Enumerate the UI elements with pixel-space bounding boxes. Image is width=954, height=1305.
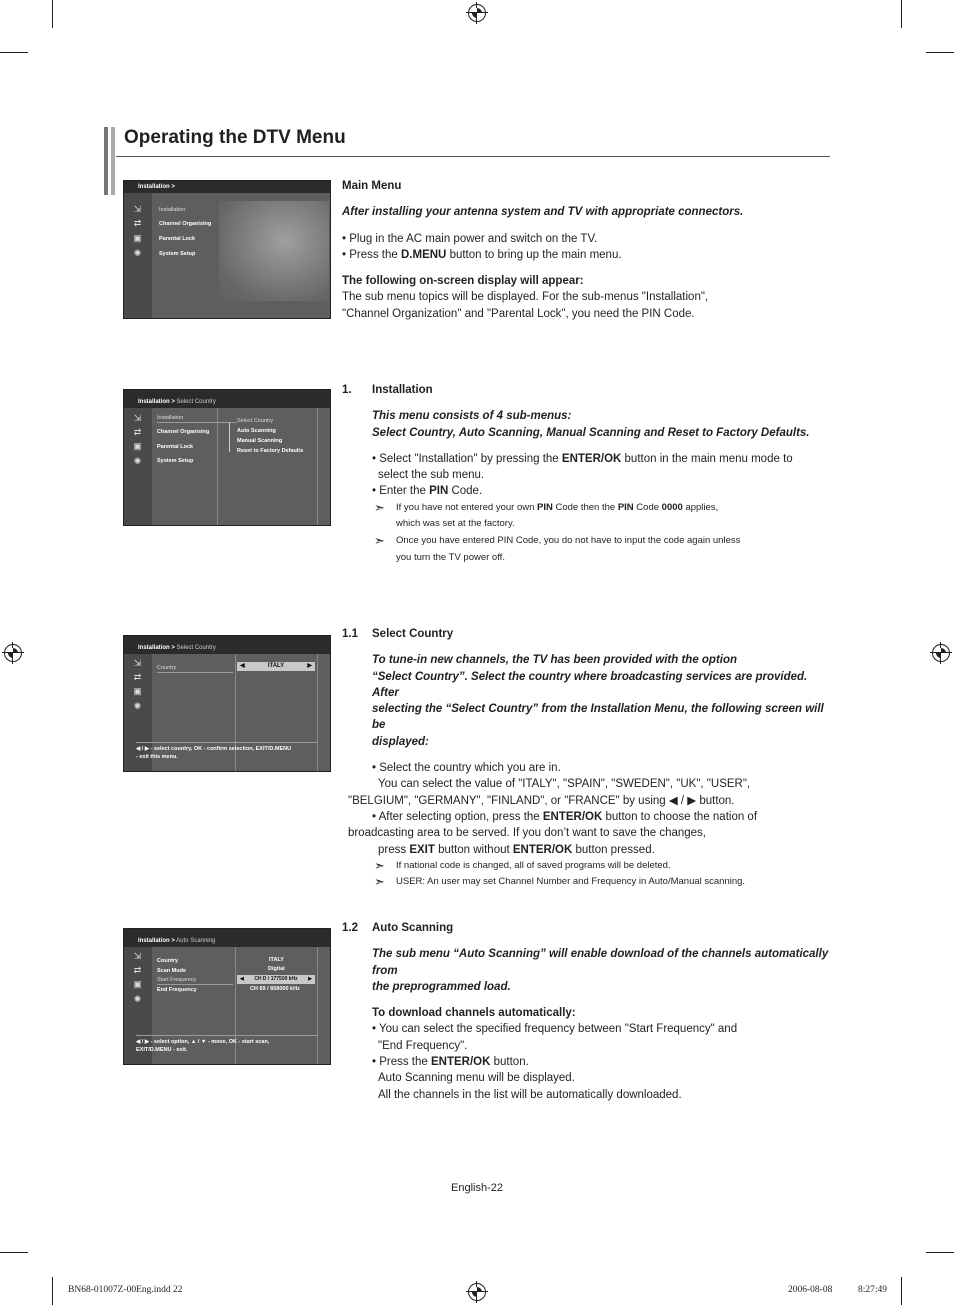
note-arrow-icon: ➣ bbox=[374, 533, 385, 549]
osd-menu-item: Parental Lock bbox=[157, 444, 194, 450]
setup-icon: ✺ bbox=[133, 248, 142, 258]
bullet-item: • Press the D.MENU button to bring up the main menu. bbox=[342, 248, 622, 261]
main-menu-section bbox=[342, 178, 832, 322]
osd-submenu-item: Auto Scanning bbox=[237, 428, 276, 434]
osd-menu-item: Installation bbox=[159, 207, 186, 213]
osd-header: Installation > Select Country bbox=[124, 636, 330, 654]
note-continuation: you turn the TV power off. bbox=[396, 551, 505, 563]
channel-icon: ⇄ bbox=[133, 218, 142, 228]
note-arrow-icon: ➣ bbox=[374, 857, 385, 873]
setup-icon: ✺ bbox=[133, 994, 142, 1004]
installation-icon: ⇲ bbox=[133, 658, 142, 668]
section-intro: The sub menu “Auto Scanning” will enable download of the channels automatically from bbox=[372, 948, 829, 977]
installation-icon: ⇲ bbox=[133, 204, 142, 214]
bullet-continuation: broadcasting area to be served. If you don’t want to save the changes, bbox=[348, 827, 707, 840]
slug-time: 8:27:49 bbox=[858, 1285, 888, 1295]
osd-menu-item: Installation bbox=[157, 415, 184, 421]
osd-menu-item: System Setup bbox=[157, 458, 194, 464]
section-intro: This menu consists of 4 sub-menus: bbox=[372, 410, 572, 423]
note-item: ➣ Once you have entered PIN Code, you do not have to input the code again unless bbox=[374, 533, 741, 549]
lock-icon: ▣ bbox=[133, 441, 142, 451]
bullet-continuation: All the channels in the list will be automatically downloaded. bbox=[378, 1088, 682, 1101]
channel-icon: ⇄ bbox=[133, 672, 142, 682]
osd-selection-line bbox=[157, 672, 233, 673]
registration-mark-icon bbox=[4, 644, 22, 662]
crop-mark bbox=[52, 0, 53, 28]
title-bar-decoration bbox=[104, 127, 108, 195]
note-item: ➣ If national code is changed, all of saved programs will be deleted. bbox=[374, 857, 671, 873]
installation-icon: ⇲ bbox=[133, 951, 142, 961]
paragraph: "Channel Organization" and "Parental Lock", you need the PIN Code. bbox=[342, 307, 695, 320]
setup-icon: ✺ bbox=[133, 701, 142, 711]
osd-header: Installation > Select Country bbox=[124, 390, 330, 408]
installation-icon: ⇲ bbox=[133, 413, 142, 423]
osd-selection-line bbox=[157, 984, 233, 985]
bullet-continuation: "BELGIUM", "GERMANY", "FINLAND", or "FRANCE" by using ◀ / ▶ button. bbox=[348, 794, 735, 807]
auto-scanning-section bbox=[372, 920, 832, 1103]
crop-mark bbox=[926, 52, 954, 53]
right-arrow-icon: ▶ bbox=[307, 663, 312, 669]
section-intro: “Select Country”. Select the country where broadcasting services are provided. After bbox=[372, 670, 808, 699]
crop-mark bbox=[0, 52, 28, 53]
osd-field-value: Digital bbox=[268, 966, 285, 972]
crop-mark bbox=[901, 0, 902, 28]
bullet-continuation: Auto Scanning menu will be displayed. bbox=[378, 1072, 575, 1085]
osd-field-value: ITALY bbox=[269, 957, 284, 963]
bullet-continuation: press EXIT button without ENTER/OK button pressed. bbox=[378, 843, 655, 856]
crop-mark bbox=[926, 1252, 954, 1253]
osd-field-label: Country bbox=[157, 958, 179, 964]
note-arrow-icon: ➣ bbox=[374, 499, 385, 515]
osd-country-selector bbox=[237, 662, 315, 671]
osd-divider bbox=[217, 408, 218, 525]
registration-mark-icon bbox=[468, 1283, 486, 1301]
section-number: 1.2 bbox=[342, 922, 358, 934]
crop-mark bbox=[52, 1277, 53, 1305]
osd-sidebar bbox=[124, 408, 152, 525]
section-heading: Select Country bbox=[372, 628, 454, 640]
section-number: 1.1 bbox=[342, 628, 358, 640]
osd-field-label: Scan Mode bbox=[157, 968, 187, 974]
right-arrow-icon: ▶ bbox=[308, 976, 312, 982]
left-arrow-icon: ◀ bbox=[240, 976, 244, 982]
osd-help-text: ◀ / ▶ - select option, ▲ / ▼ - move, OK - start scan, EXIT/D.MENU - exit. bbox=[136, 1039, 270, 1053]
bullet-item: • Press the ENTER/OK button. bbox=[372, 1056, 529, 1069]
osd-selection-line bbox=[157, 422, 237, 423]
osd-menu-item: System Setup bbox=[159, 251, 196, 257]
bullet-continuation: You can select the value of "ITALY", "SPAIN", "SWEDEN", "UK", "USER", bbox=[378, 778, 751, 791]
osd-installation-screenshot bbox=[123, 389, 331, 526]
osd-menu-item: Channel Organising bbox=[159, 221, 212, 227]
osd-menu-item: Parental Lock bbox=[159, 236, 196, 242]
section-heading: Main Menu bbox=[342, 180, 402, 192]
osd-footer-line bbox=[136, 1035, 318, 1036]
section-intro: selecting the “Select Country” from the Installation Menu, the following screen will be bbox=[372, 703, 824, 732]
subheading: The following on-screen display will appear: bbox=[342, 275, 584, 288]
slug-date: 2006-08-08 bbox=[788, 1285, 833, 1295]
registration-mark-icon bbox=[932, 644, 950, 662]
note-item: ➣ USER: An user may set Channel Number and Frequency in Auto/Manual scanning. bbox=[374, 874, 746, 890]
bullet-item: • You can select the specified frequency between "Start Frequency" and bbox=[372, 1023, 738, 1036]
subheading: To download channels automatically: bbox=[372, 1007, 576, 1020]
osd-background-graphic bbox=[219, 201, 329, 301]
file-slug: BN68-01007Z-00Eng.indd 22 bbox=[68, 1285, 183, 1295]
osd-submenu-item: Select Country bbox=[237, 418, 274, 424]
bullet-item: • Enter the PIN Code. bbox=[372, 485, 483, 498]
section-intro: the preprogrammed load. bbox=[372, 980, 511, 993]
osd-field-label: Country bbox=[157, 665, 177, 671]
note-item: ➣ If you have not entered your own PIN Code then the PIN Code 0000 applies, bbox=[374, 499, 719, 515]
bullet-item: • Select the country which you are in. bbox=[372, 762, 561, 775]
registration-mark-icon bbox=[468, 4, 486, 22]
osd-country-value: ITALY bbox=[267, 663, 285, 669]
osd-divider bbox=[317, 408, 318, 525]
osd-footer-line bbox=[136, 742, 318, 743]
osd-frequency-selector bbox=[237, 975, 315, 984]
lock-icon: ▣ bbox=[133, 233, 142, 243]
osd-header: Installation > bbox=[124, 181, 330, 193]
left-arrow-icon: ◀ bbox=[240, 663, 245, 669]
osd-start-frequency-value: CH D / 177500 kHz bbox=[254, 976, 298, 982]
section-heading: Auto Scanning bbox=[372, 922, 454, 934]
crop-mark bbox=[0, 1252, 28, 1253]
osd-menu-item: Channel Organising bbox=[157, 429, 210, 435]
lock-icon: ▣ bbox=[133, 686, 142, 696]
bullet-continuation: select the sub menu. bbox=[378, 469, 485, 482]
page-number: English-22 bbox=[451, 1182, 503, 1194]
bullet-item: • Select "Installation" by pressing the ENTER/OK button in the main menu mode to bbox=[372, 452, 793, 465]
note-continuation: which was set at the factory. bbox=[396, 518, 515, 530]
section-number: 1. bbox=[342, 384, 352, 396]
title-bar-decoration bbox=[111, 127, 115, 195]
bullet-continuation: "End Frequency". bbox=[378, 1039, 468, 1052]
section-intro: To tune-in new channels, the TV has been provided with the option bbox=[372, 654, 738, 667]
lock-icon: ▣ bbox=[133, 979, 142, 989]
bullet-item: • After selecting option, press the ENTER/OK button to choose the nation of bbox=[372, 810, 758, 823]
title-divider bbox=[116, 156, 830, 157]
section-intro: After installing your antenna system and TV with appropriate connectors. bbox=[342, 206, 744, 219]
section-heading: Installation bbox=[372, 384, 433, 396]
bullet-item: • Plug in the AC main power and switch on the TV. bbox=[342, 232, 598, 245]
paragraph: The sub menu topics will be displayed. For the sub-menus "Installation", bbox=[342, 291, 709, 304]
osd-submenu-item: Manual Scanning bbox=[237, 438, 283, 444]
osd-header: Installation > Auto Scanning bbox=[124, 929, 330, 947]
section-intro: Select Country, Auto Scanning, Manual Scanning and Reset to Factory Defaults. bbox=[372, 426, 810, 439]
note-arrow-icon: ➣ bbox=[374, 874, 385, 890]
osd-submenu-item: Reset to Factory Defaults bbox=[237, 448, 304, 454]
section-intro: displayed: bbox=[372, 735, 429, 748]
channel-icon: ⇄ bbox=[133, 427, 142, 437]
osd-main-menu-screenshot bbox=[123, 180, 331, 319]
installation-section bbox=[372, 382, 832, 566]
osd-select-country-screenshot bbox=[123, 635, 331, 772]
osd-field-value: CH 69 / 858000 kHz bbox=[250, 986, 300, 992]
setup-icon: ✺ bbox=[133, 456, 142, 466]
osd-auto-scanning-screenshot bbox=[123, 928, 331, 1065]
channel-icon: ⇄ bbox=[133, 965, 142, 975]
osd-field-label: End Frequency bbox=[157, 987, 197, 993]
crop-mark bbox=[901, 1277, 902, 1305]
osd-help-text: ◀ / ▶ - select country, OK - confirm selection, EXIT/D.MENU - exit this menu. bbox=[136, 746, 292, 760]
osd-field-label: Start Frequency bbox=[157, 977, 197, 983]
page-title: Operating the DTV Menu bbox=[124, 127, 346, 148]
osd-tree-line bbox=[229, 422, 230, 452]
